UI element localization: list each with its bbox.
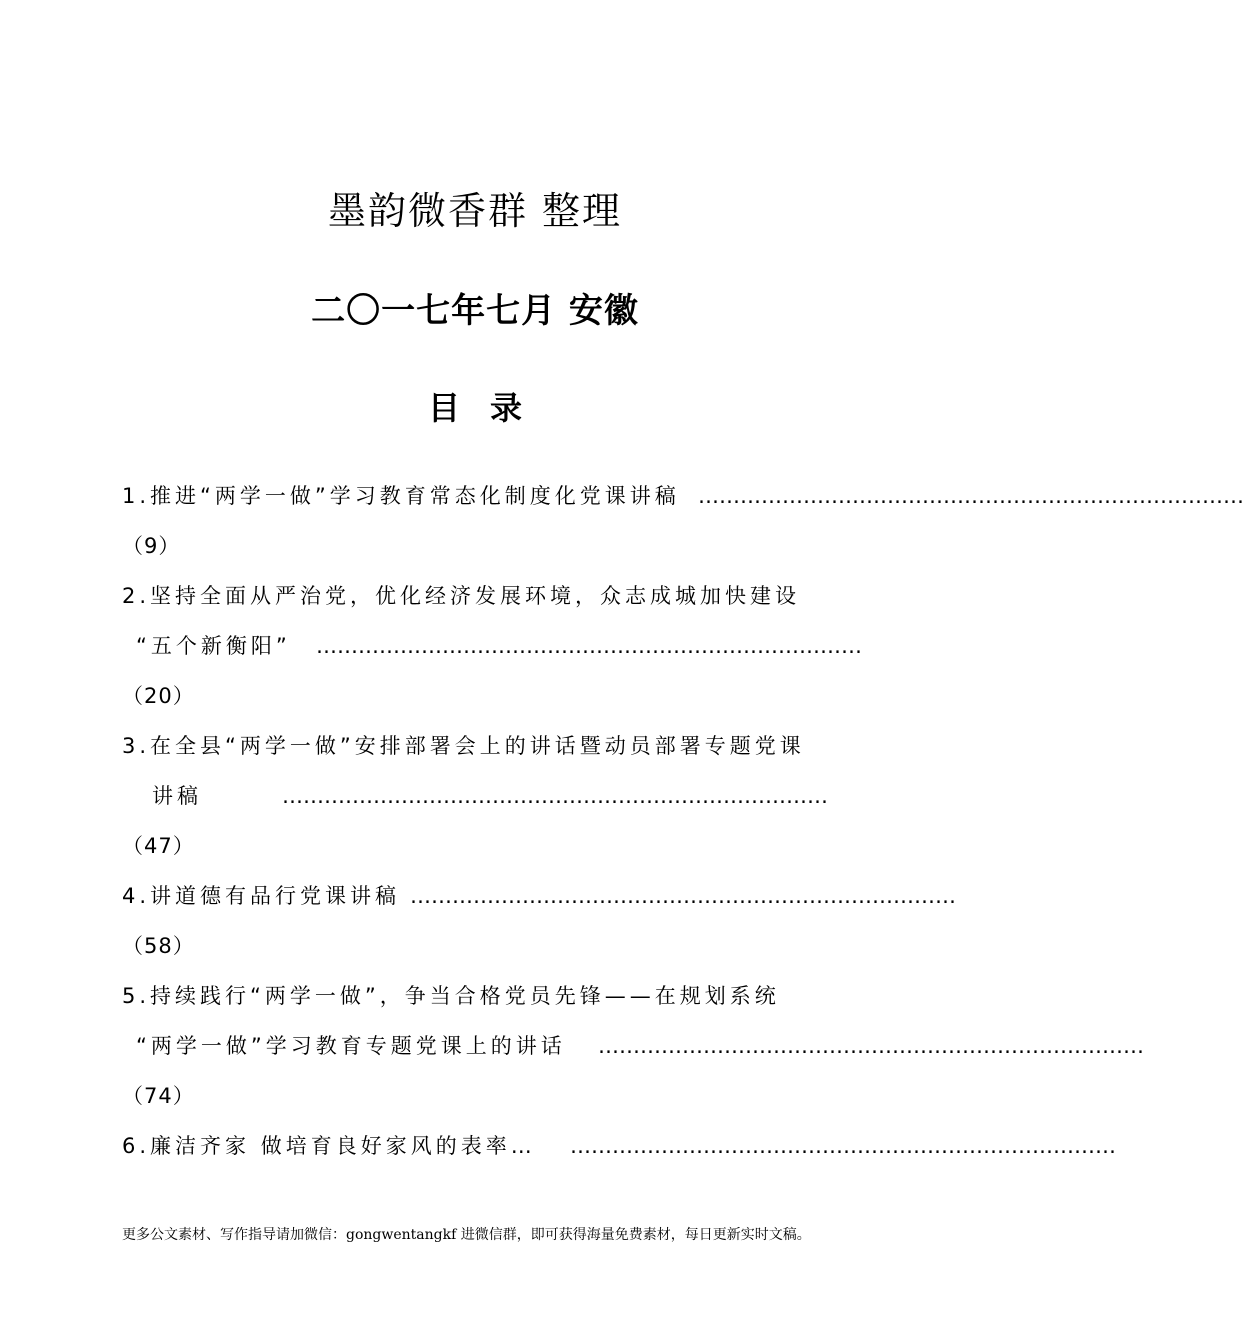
compiler-subtitle: 墨韵微香群 整理 [327, 189, 623, 233]
toc-heading: 目录 [427, 389, 552, 427]
toc-entry-title-cont: 讲稿 [152, 784, 202, 808]
dot-leader: …………………………………………………………………… [570, 1134, 1116, 1158]
toc-entry-title: 1.推进“两学一做”学习教育常态化制度化党课讲稿 [122, 484, 680, 508]
toc-entry-4-page [122, 928, 828, 964]
dot-leader: …………………………………………………………………… [316, 634, 862, 658]
toc-entry-5-page [122, 1078, 828, 1114]
date-location-line: 二〇一七年七月 安徽 [311, 291, 639, 331]
toc-entry-title: 5.持续践行“两学一做”，争当合格党员先锋——在规划系统 [122, 984, 780, 1008]
toc-entry-4[interactable] [122, 878, 956, 914]
dot-leader: …………………………………………………………………… [282, 784, 828, 808]
toc-page-number: （9） [122, 534, 181, 558]
toc-entry-5-cont[interactable] [122, 1028, 1144, 1064]
toc-entry-3[interactable] [122, 728, 828, 764]
toc-page-number: （47） [122, 834, 195, 858]
toc-entry-2-cont[interactable] [122, 628, 862, 664]
toc-entry-1[interactable] [122, 478, 1244, 514]
toc-page-number: （74） [122, 1084, 195, 1108]
dot-leader: …………………………………………………………………… [598, 1034, 1144, 1058]
toc-entry-1-page [122, 528, 828, 564]
toc-entry-2-page [122, 678, 828, 714]
toc-page-number: （20） [122, 684, 195, 708]
toc-entry-title-cont: “五个新衡阳” [136, 634, 291, 658]
toc-entry-2[interactable] [122, 578, 828, 614]
dot-leader: …………………………………………………………………… [410, 884, 956, 908]
toc-entry-title: 4.讲道德有品行党课讲稿 [122, 884, 401, 908]
toc-entry-6[interactable] [122, 1128, 1116, 1164]
dot-leader: …………………………………………………………………… [698, 484, 1244, 508]
toc-entry-3-cont[interactable] [122, 778, 828, 814]
toc-entry-5[interactable] [122, 978, 828, 1014]
toc-entry-3-page [122, 828, 828, 864]
toc-entry-title: 6.廉洁齐家 做培育良好家风的表率… [122, 1134, 536, 1158]
toc-entry-title: 3.在全县“两学一做”安排部署会上的讲话暨动员部署专题党课 [122, 734, 805, 758]
footer-note: 更多公文素材、写作指导请加微信：gongwentangkf 进微信群，即可获得海量免费素材，每日更新实时文稿。 [122, 1227, 811, 1243]
toc-entry-title: 2.坚持全面从严治党，优化经济发展环境，众志成城加快建设 [122, 584, 801, 608]
toc-entry-title-cont: “两学一做”学习教育专题党课上的讲话 [136, 1034, 566, 1058]
toc-page-number: （58） [122, 934, 195, 958]
